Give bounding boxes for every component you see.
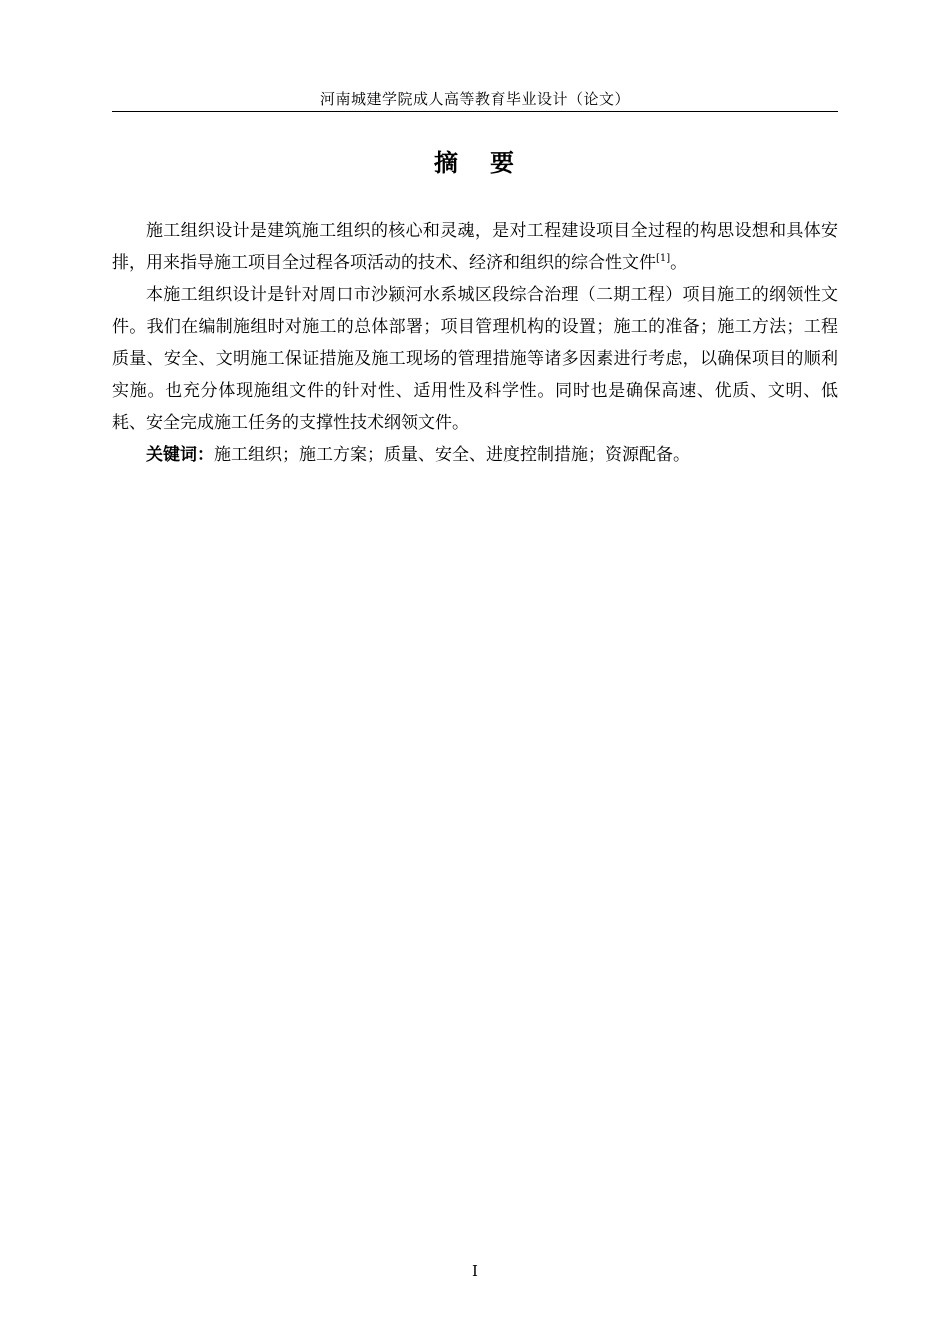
- abstract-title-right: 要: [490, 149, 516, 177]
- abstract-paragraph-1-end: 。: [670, 253, 688, 273]
- citation-reference[interactable]: [1]: [656, 253, 671, 264]
- header-rule: [112, 111, 838, 112]
- keywords-text: 施工组织；施工方案；质量、安全、进度控制措施；资源配备。: [214, 445, 690, 465]
- abstract-title-left: 摘: [434, 149, 460, 177]
- page-number: I: [472, 1262, 478, 1280]
- abstract-paragraph-2: 本施工组织设计是针对周口市沙颍河水系城区段综合治理（二期工程）项目施工的纲领性文件。我们在编制施组时对施工的总体部署；项目管理机构的设置；施工的准备；施工方法；工程质量、安全、文明施工保证措施及施工现场的管理措施等诸多因素进行考虑，以确保项目的顺利实施。也充分体现施组文件的针对性、适用性及科学性。同时也是确保高速、优质、文明、低耗、安全完成施工任务的支撑性技术纲领文件。: [112, 285, 838, 433]
- keywords-label: 关键词：: [146, 445, 214, 465]
- running-header: 河南城建学院成人高等教育毕业设计（论文）: [319, 90, 630, 108]
- abstract-paragraph-1-text: 施工组织设计是建筑施工组织的核心和灵魂，是对工程建设项目全过程的构思设想和具体安排，用来指导施工项目全过程各项活动的技术、经济和组织的综合性文件: [112, 221, 838, 273]
- abstract-title: [112, 146, 838, 180]
- abstract-paragraph-1: [112, 215, 838, 279]
- keywords-line: [112, 439, 838, 471]
- abstract-body: [112, 215, 838, 471]
